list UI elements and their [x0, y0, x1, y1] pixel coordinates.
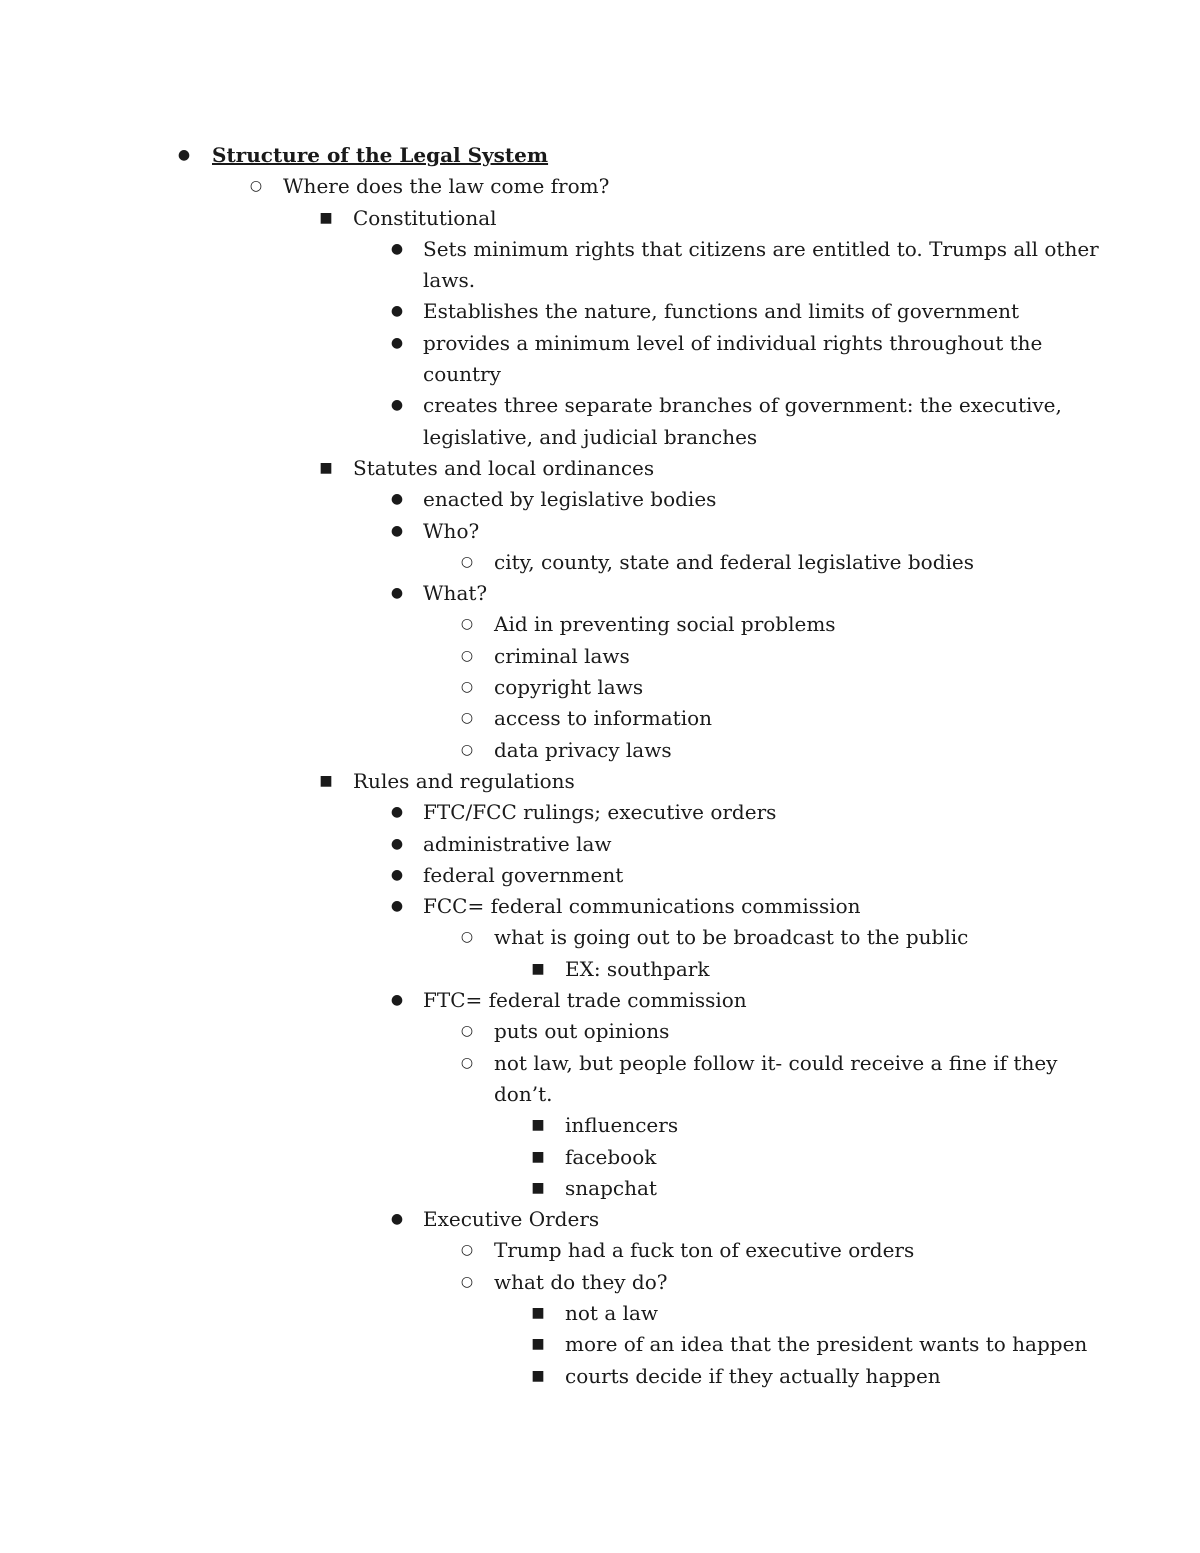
bullet-icon: ○ — [460, 679, 474, 696]
bullet-icon: ■ — [531, 1117, 545, 1134]
outline-item-level-2 — [0, 453, 1200, 484]
bullet-icon: ○ — [460, 741, 474, 758]
outline-item-text: snapchat — [565, 1175, 657, 1200]
outline-item-text: What? — [423, 581, 488, 606]
outline-item-text: criminal laws — [494, 643, 630, 668]
bullet-icon: ■ — [531, 960, 545, 977]
outline-item-text: courts decide if they actually happen — [565, 1363, 941, 1388]
outline-item-text: Constitutional — [353, 205, 497, 230]
section-heading: Structure of the Legal System — [212, 143, 549, 167]
outline-item-text: don’t. — [494, 1081, 553, 1106]
bullet-icon: ■ — [531, 1179, 545, 1196]
outline-item-level-4 — [0, 547, 1200, 578]
outline-item-level-3 — [0, 891, 1200, 922]
outline-item-level-4 — [0, 1235, 1200, 1266]
outline-item-level-4 — [0, 609, 1200, 640]
bullet-icon: ○ — [249, 178, 263, 195]
outline-item-text: FCC= federal communications commission — [423, 894, 861, 919]
outline-item-text: creates three separate branches of government: the executive, — [423, 393, 1062, 418]
outline-item-level-4 — [0, 1048, 1200, 1079]
outline-item-level-4 — [0, 735, 1200, 766]
bullet-icon: ■ — [319, 209, 333, 226]
bullet-icon: ● — [390, 491, 404, 508]
outline-item-text: Aid in preventing social problems — [494, 612, 836, 637]
bullet-icon: ● — [390, 992, 404, 1009]
bullet-icon: ■ — [319, 772, 333, 789]
outline-item-level-1 — [0, 171, 1200, 202]
bullet-icon: ○ — [460, 616, 474, 633]
outline-item-text: access to information — [494, 706, 713, 731]
bullet-icon: ● — [390, 303, 404, 320]
outline-item-level-3 — [0, 860, 1200, 891]
outline-item-text: what is going out to be broadcast to the public — [494, 925, 969, 950]
outline-item-level-4 — [0, 922, 1200, 953]
outline-item-text: facebook — [565, 1144, 657, 1169]
bullet-icon: ■ — [531, 1304, 545, 1321]
bullet-icon: ● — [390, 898, 404, 915]
document-body — [0, 140, 1200, 1392]
outline-item-text: not a law — [565, 1300, 659, 1325]
outline-item-level-5 — [0, 954, 1200, 985]
outline-item-level-0 — [0, 140, 1200, 171]
outline-item-text: copyright laws — [494, 675, 644, 700]
outline-item-text: data privacy laws — [494, 737, 672, 762]
outline-item-level-5 — [0, 1329, 1200, 1360]
bullet-icon: ● — [390, 522, 404, 539]
bullet-icon: ■ — [531, 1148, 545, 1165]
outline-item-text: puts out opinions — [494, 1019, 670, 1044]
outline-item-continuation — [0, 359, 1200, 390]
outline-item-text: administrative law — [423, 831, 612, 856]
outline-item-level-4 — [0, 1016, 1200, 1047]
outline-item-level-3 — [0, 328, 1200, 359]
outline-item-level-5 — [0, 1361, 1200, 1392]
outline-item-text: not law, but people follow it- could receive a fine if they — [494, 1050, 1058, 1075]
outline-item-text: laws. — [423, 268, 476, 293]
outline-item-level-2 — [0, 203, 1200, 234]
outline-item-level-5 — [0, 1142, 1200, 1173]
bullet-icon: ● — [390, 585, 404, 602]
bullet-icon: ○ — [460, 929, 474, 946]
bullet-icon: ■ — [531, 1336, 545, 1353]
outline-item-level-2 — [0, 766, 1200, 797]
bullet-icon: ○ — [460, 647, 474, 664]
outline-item-text: country — [423, 362, 501, 387]
outline-item-continuation — [0, 265, 1200, 296]
outline-item-text: city, county, state and federal legislative bodies — [494, 549, 975, 574]
outline-item-text: Statutes and local ordinances — [353, 455, 655, 480]
bullet-icon: ■ — [319, 459, 333, 476]
outline-item-text: Executive Orders — [423, 1207, 600, 1232]
outline-item-continuation — [0, 1079, 1200, 1110]
outline-item-text: Where does the law come from? — [283, 174, 610, 199]
outline-item-level-3 — [0, 516, 1200, 547]
outline-item-text: Sets minimum rights that citizens are entitled to. Trumps all other — [423, 236, 1099, 261]
outline-item-level-5 — [0, 1173, 1200, 1204]
outline-item-level-3 — [0, 985, 1200, 1016]
outline-item-level-5 — [0, 1298, 1200, 1329]
outline-item-level-4 — [0, 672, 1200, 703]
bullet-icon: ● — [390, 1211, 404, 1228]
outline-item-text: FTC/FCC rulings; executive orders — [423, 800, 777, 825]
bullet-icon: ● — [390, 397, 404, 414]
outline-item-text: legislative, and judicial branches — [423, 424, 758, 449]
bullet-icon: ○ — [460, 1023, 474, 1040]
bullet-icon: ● — [390, 804, 404, 821]
bullet-icon: ○ — [460, 1054, 474, 1071]
outline-item-text: what do they do? — [494, 1269, 668, 1294]
outline-item-text: EX: southpark — [565, 956, 710, 981]
bullet-icon: ■ — [531, 1367, 545, 1384]
outline-item-text: Rules and regulations — [353, 768, 575, 793]
bullet-icon: ○ — [460, 1242, 474, 1259]
outline-item-level-3 — [0, 797, 1200, 828]
outline-item-text: influencers — [565, 1113, 679, 1138]
outline-item-level-3 — [0, 578, 1200, 609]
outline-item-level-4 — [0, 703, 1200, 734]
bullet-icon: ○ — [460, 1273, 474, 1290]
bullet-icon: ○ — [460, 710, 474, 727]
bullet-icon: ● — [177, 147, 191, 163]
outline-item-level-3 — [0, 296, 1200, 327]
outline-item-level-3 — [0, 484, 1200, 515]
bullet-icon: ● — [390, 240, 404, 257]
outline-item-level-3 — [0, 829, 1200, 860]
outline-item-level-4 — [0, 641, 1200, 672]
outline-item-level-3 — [0, 234, 1200, 265]
bullet-icon: ● — [390, 866, 404, 883]
outline-item-continuation — [0, 422, 1200, 453]
bullet-icon: ○ — [460, 553, 474, 570]
bullet-icon: ● — [390, 835, 404, 852]
outline-item-text: FTC= federal trade commission — [423, 988, 747, 1013]
outline-item-text: provides a minimum level of individual rights throughout the — [423, 330, 1043, 355]
outline-item-text: Who? — [423, 518, 480, 543]
outline-item-text: Trump had a fuck ton of executive orders — [494, 1238, 915, 1263]
outline-item-level-3 — [0, 1204, 1200, 1235]
outline-item-level-3 — [0, 390, 1200, 421]
bullet-icon: ● — [390, 334, 404, 351]
outline-item-level-4 — [0, 1267, 1200, 1298]
outline-item-text: federal government — [423, 862, 624, 887]
outline-item-text: enacted by legislative bodies — [423, 487, 717, 512]
outline-item-text: Establishes the nature, functions and limits of government — [423, 299, 1020, 324]
outline-item-text: more of an idea that the president wants to happen — [565, 1332, 1088, 1357]
outline-item-level-5 — [0, 1110, 1200, 1141]
